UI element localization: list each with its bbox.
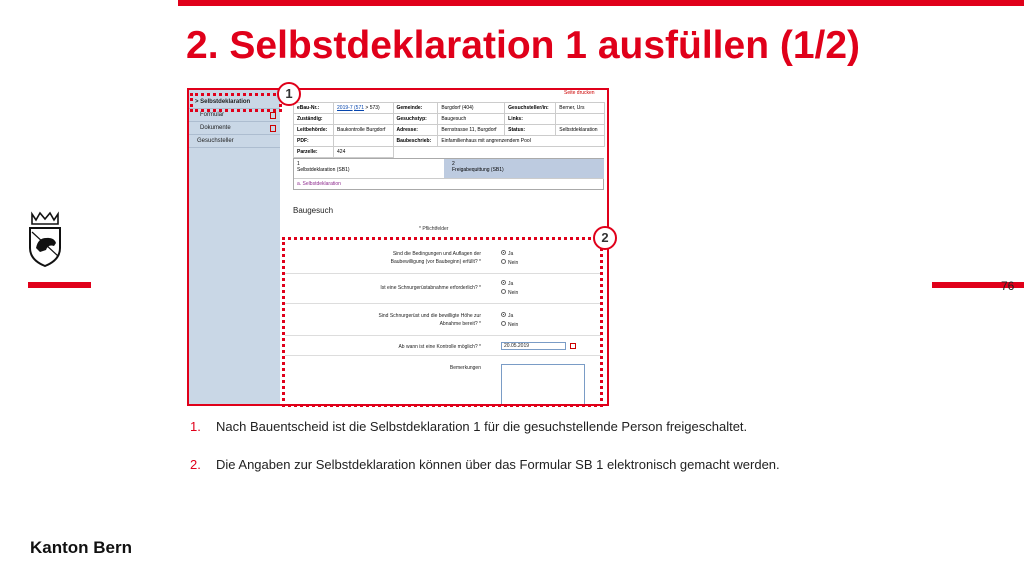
slide-title: 2. Selbstdeklaration 1 ausfüllen (1/2) (186, 24, 861, 67)
radio-label: Ja (508, 313, 514, 319)
radio-label: Ja (508, 281, 514, 287)
step-label: Freigabequittung (SB1) (452, 167, 504, 173)
question-label: Ab wann ist eine Kontrolle möglich? * (398, 344, 481, 350)
sidebar (189, 90, 280, 406)
highlight-box-2 (282, 237, 603, 407)
empty-cell (393, 147, 605, 158)
baubeschrieb-value: Einfamilienhaus mit angrenzendem Pool (438, 136, 605, 147)
question-label: Bemerkungen (449, 365, 481, 371)
sidebar-item-label: Formular (200, 112, 225, 118)
radio-label: Nein (508, 290, 519, 296)
question-line: Baubewilligung (vor Baubeginn) erfüllt? * (390, 259, 481, 265)
radio-label: Nein (508, 322, 519, 328)
status-value: Selbstdeklaration (556, 125, 605, 136)
left-accent-line (28, 282, 91, 288)
sidebar-head-selbstdeklaration[interactable]: > Selbstdeklaration (189, 96, 280, 109)
sidebar-item-gesuchsteller[interactable]: Gesuchsteller (189, 135, 280, 148)
list-text: Die Angaben zur Selbstdeklaration können über das Formular SB 1 elektronisch gemacht werden. (216, 457, 780, 472)
label-status: Status: (505, 125, 556, 136)
label-parzelle: Parzelle: (294, 147, 334, 158)
label-zustaendig: Zuständig: (294, 114, 334, 125)
leitbehoerde-value: Baukontrolle Burgdorf (334, 125, 393, 136)
list-text: Nach Bauentscheid ist die Selbstdeklaration 1 für die gesuchstellende Person freigeschaltet. (216, 419, 748, 434)
print-link[interactable]: Seite drucken (564, 90, 595, 96)
label-ebau-nr: eBau-Nr.: (294, 103, 334, 114)
question-label: Ist eine Schnurgerüstabnahme erforderlich? * (380, 285, 481, 291)
parzelle-value: 424 (334, 147, 393, 158)
list-item (190, 457, 780, 472)
step-1[interactable] (294, 159, 444, 179)
ebau-nr-value (334, 103, 393, 114)
page-number: 76 (1001, 279, 1015, 293)
table-row (294, 125, 605, 136)
sidebar-item-label: Dokumente (200, 125, 231, 131)
label-baubeschrieb: Baubeschrieb: (393, 136, 438, 147)
pdf-icon (270, 112, 276, 119)
label-adresse: Adresse: (393, 125, 438, 136)
zustaendig-value (334, 114, 393, 125)
label-gesuchstyp: Gesuchstyp: (393, 114, 438, 125)
ebau-ref-link[interactable]: (571 (354, 105, 365, 111)
radio-label: Nein (508, 260, 519, 266)
adresse-value: Bernstrasse 11, Burgdorf (438, 125, 505, 136)
required-note: * Pflichtfelder (419, 226, 449, 232)
label-gesuchsteller: Gesuchsteller/in: (505, 103, 556, 114)
pdf-icon (270, 125, 276, 132)
label-pdf: PDF: (294, 136, 334, 147)
question-line: Abnahme bereit? * (439, 321, 481, 327)
label-gemeinde: Gemeinde: (393, 103, 438, 114)
gesuchstyp-value: Baugesuch (438, 114, 505, 125)
radio-label: Ja (508, 251, 514, 257)
ebau-ref-text: > 573) (365, 105, 380, 111)
gemeinde-value: Burgdorf (404) (438, 103, 505, 114)
step-2[interactable] (444, 159, 604, 179)
step-progress (293, 158, 604, 190)
question-line: Sind die Bedingungen und Auflagen der (392, 251, 481, 257)
list-number: 1. (190, 419, 201, 434)
kontrolle-date-input[interactable]: 20.05.2019 (501, 342, 566, 350)
callout-badge-2: 2 (593, 226, 617, 250)
step-number: 2 (452, 161, 455, 167)
table-row (294, 103, 605, 114)
step-label: Selbstdeklaration (SB1) (297, 167, 350, 173)
list-item (190, 419, 747, 434)
pdf-value (334, 136, 393, 147)
table-row (294, 147, 605, 158)
label-links: Links: (505, 114, 556, 125)
table-row (294, 114, 605, 125)
step-number: 1 (297, 161, 300, 167)
ebau-nr-link[interactable]: 2019-7 (337, 105, 353, 111)
sidebar-item-dokumente[interactable] (189, 122, 280, 135)
section-title: Baugesuch (293, 206, 334, 215)
links-value (556, 114, 605, 125)
gesuchsteller-value: Berner, Urs (556, 103, 605, 114)
list-number: 2. (190, 457, 201, 472)
label-leitbehoerde: Leitbehörde: (294, 125, 334, 136)
table-row (294, 136, 605, 147)
callout-badge-1: 1 (277, 82, 301, 106)
top-accent-bar (178, 0, 1024, 6)
highlight-box-1 (190, 93, 282, 112)
substep-selbstdeklaration[interactable]: a. Selbstdeklaration (297, 181, 341, 187)
question-line: Sind Schnurgerüst und die bewilligte Höhe zur (378, 313, 481, 319)
bern-coat-of-arms-icon (26, 210, 64, 268)
info-table (293, 102, 605, 158)
footer-kanton-bern: Kanton Bern (30, 538, 132, 557)
